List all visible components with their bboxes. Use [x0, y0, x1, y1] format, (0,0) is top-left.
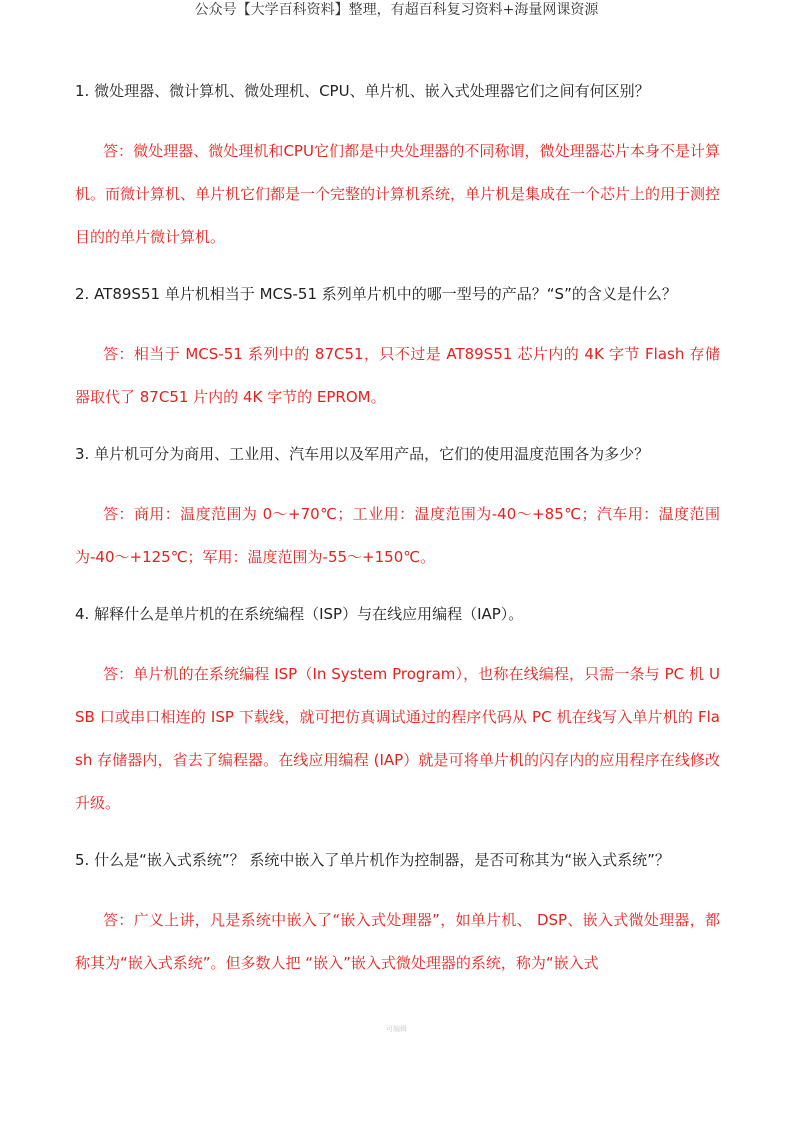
answer-1: 答：微处理器、微处理机和CPU它们都是中央处理器的不同称谓，微处理器芯片本身不是计算机。而微计算机、单片机它们都是一个完整的计算机系统，单片机是集成在一个芯片上的用于测控目的的单片微计算机。 [75, 142, 721, 246]
answer-3: 答：商用：温度范围为 0～+70℃；工业用：温度范围为-40～+85℃；汽车用：温度范围为-40～+125℃；军用：温度范围为-55～+150℃。 [75, 505, 720, 566]
question-2: 2. AT89S51 单片机相当于 MCS-51 系列单片机中的哪一型号的产品？“S”的含义是什么？ [75, 285, 677, 303]
qa-content [75, 70, 720, 985]
question-1: 1. 微处理器、微计算机、微处理机、CPU、单片机、嵌入式处理器它们之间有何区别？ [75, 82, 650, 100]
page-header: 公众号【大学百科资料】整理，有超百科复习资料+海量网课资源 [194, 2, 599, 18]
answer-2: 答：相当于 MCS-51 系列中的 87C51，只不过是 AT89S51 芯片内的 4K 字节 Flash 存储器取代了 87C51 片内的 4K 字节的 EPROM。 [75, 345, 720, 406]
answer-4: 答：单片机的在系统编程 ISP（In System Program），也称在线编程，只需一条与 PC 机 USB 口或串口相连的 ISP 下载线，就可把仿真调试通过的程序代码从 PC 机在线写入单片机的 Flash 存储器内，省去了编程器。在线应用编程 (IAP）就是可将单片机的闪存内的应用程序在线修改升级。 [75, 665, 720, 812]
question-5: 5. 什么是“嵌入式系统”？ 系统中嵌入了单片机作为控制器，是否可称其为“嵌入式系统”？ [75, 851, 670, 869]
page-footer: 可编辑 [386, 1025, 407, 1033]
question-3: 3. 单片机可分为商用、工业用、汽车用以及军用产品，它们的使用温度范围各为多少？ [75, 445, 650, 463]
answer-5: 答：广义上讲，凡是系统中嵌入了“嵌入式处理器”，如单片机、 DSP、嵌入式微处理器，都称其为“嵌入式系统”。但多数人把 “嵌入”嵌入式微处理器的系统，称为“嵌入式 [75, 911, 720, 972]
question-4: 4. 解释什么是单片机的在系统编程（ISP）与在线应用编程（IAP）。 [75, 605, 524, 623]
